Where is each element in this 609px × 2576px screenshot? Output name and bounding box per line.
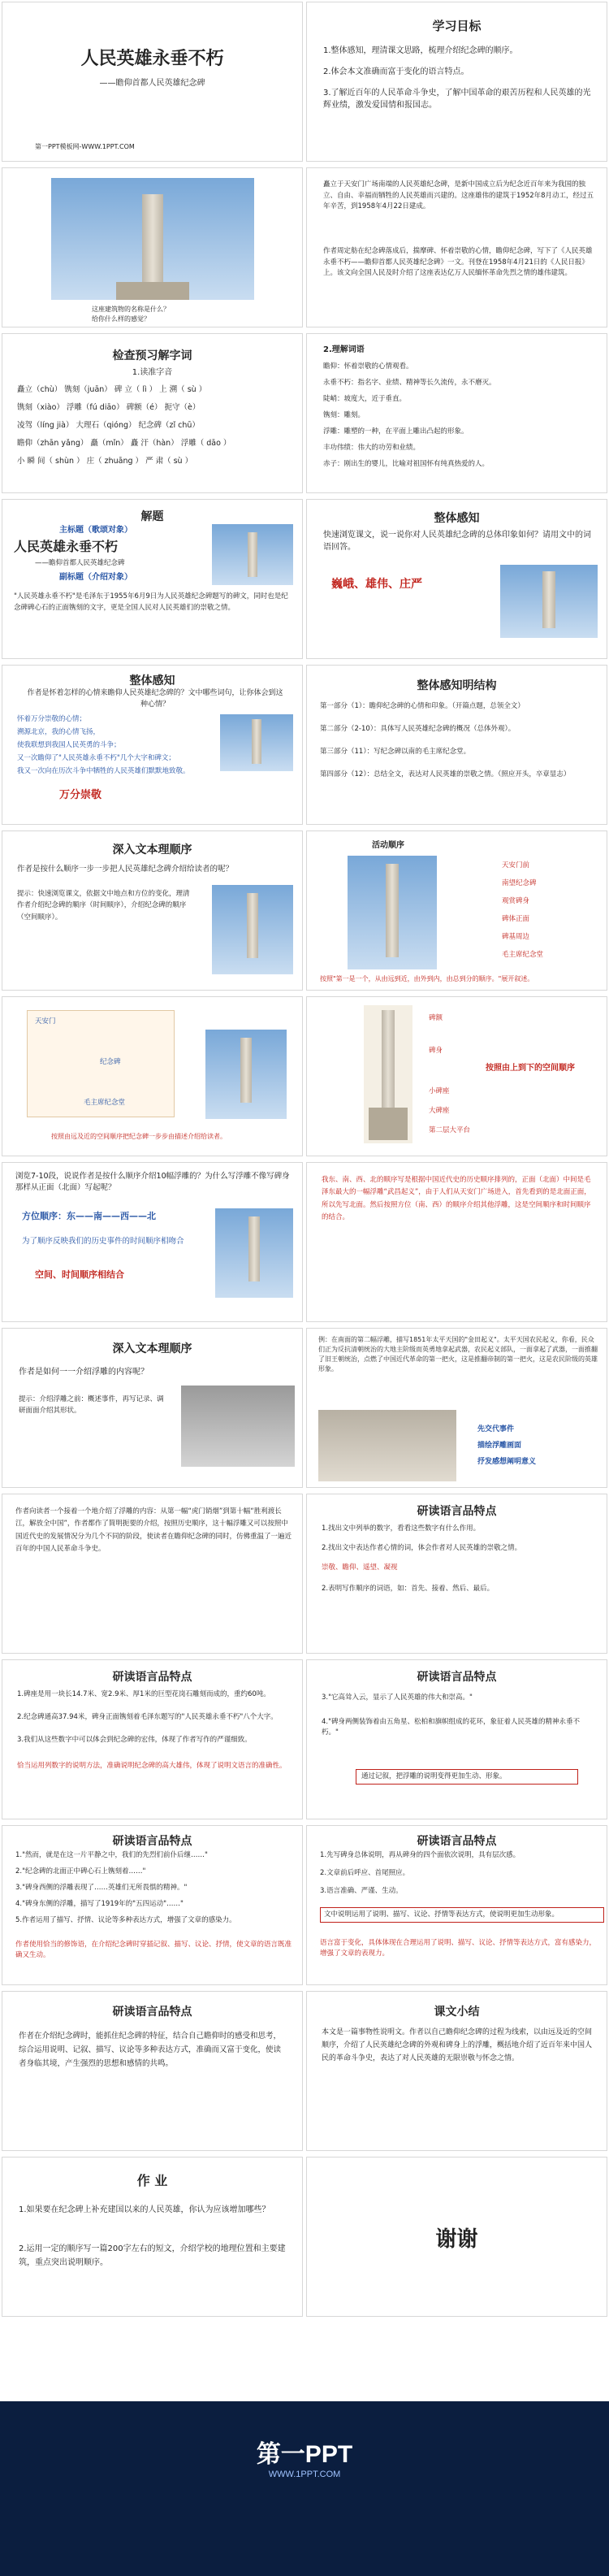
- slide-activity-order: [306, 830, 607, 991]
- activity-label: 活动顺序: [372, 841, 404, 850]
- monument-shape: [240, 1038, 252, 1103]
- goals-heading: 学习目标: [432, 19, 482, 33]
- goal-3: 3.了解近百年的人民革命斗争史，了解中国革命的艰苦历程和人民英雄的光辉业绩，激发爱国情和报国志。: [323, 89, 591, 110]
- language-2-line-3: 3.我们从这些数字中可以体会到纪念碑的宏伟，体现了作者写作的严谨细致。: [17, 1736, 252, 1744]
- overview-question: 快速浏览课文，说一说你对人民英雄纪念碑的总体印象如何？请用文中的词语回答。: [323, 531, 591, 552]
- relief-direction: 方位顺序：东——南——西——北: [22, 1211, 156, 1221]
- monument-diagram: [364, 1005, 412, 1143]
- language-1-intro: 1.找出文中列举的数字，看看这些数字有什么作用。: [322, 1524, 481, 1533]
- overview-answer: 巍峨、雄伟、庄严: [331, 578, 422, 591]
- relief-content-answer: 提示：介绍浮雕之前：概述事件，再写记录、调研面面介绍其形状。: [19, 1395, 164, 1416]
- language-5-answer: 语言富于变化，具体体现在合理运用了说明、描写、议论、抒情等表达方式，富有感染力，增强了文章的表现力。: [320, 1939, 597, 1958]
- relief-photo: [215, 1208, 293, 1298]
- monument-shape: [386, 864, 399, 957]
- pronunciation-line-2: 镌刻（xiào） 浮雕（fú diāo） 碑额（é） 扼守（è）: [17, 403, 201, 412]
- monument-shape: [382, 1010, 395, 1108]
- overview-2-question: 作者是怀着怎样的心情来瞻仰人民英雄纪念碑的？文中哪些词句，让你体会到这种心情？: [27, 689, 283, 709]
- activity-item-4: 碑体正面: [502, 915, 530, 923]
- language-4-line-2: 2."纪念碑的北面正中碑心石上镌刻着……": [15, 1867, 146, 1876]
- monument-shape: [248, 1216, 260, 1281]
- website-label: 第一PPT模板网-WWW.1PPT.COM: [35, 143, 135, 150]
- plan-item-3: 毛主席纪念堂: [84, 1099, 126, 1107]
- language-5-line-3: 3.语言准确、严谨、生动。: [320, 1887, 403, 1895]
- summary-heading: 课文小结: [434, 2006, 480, 2019]
- structure-line-3: 第三部分（11）：写纪念碑以南的毛主席纪念堂。: [320, 748, 471, 756]
- language-5-note: 文中说明运用了说明、描写、议论、抒情等表达方式，使说明更加生动形象。: [320, 1907, 604, 1923]
- vocabulary-line-3: 陡峭：坡度大，近于垂直。: [323, 395, 407, 403]
- slide-relief-summary: [2, 1494, 303, 1654]
- monument-shape: [142, 194, 163, 284]
- pronunciation-heading: 检查预习解字词: [112, 349, 192, 362]
- activity-item-5: 碑基周边: [502, 933, 530, 941]
- structure-line-2: 第二部分（2-10）：具体写人民英雄纪念碑的概况（总体外观）。: [320, 725, 516, 733]
- relief-link-3: 抒发感想阐明意义: [477, 1458, 537, 1466]
- slide-language-3: [306, 1659, 607, 1819]
- title-heading: 人民英雄永垂不朽: [80, 49, 224, 69]
- slide-title-analysis: [2, 499, 303, 659]
- plan-photo: [205, 1030, 287, 1119]
- overview-2-line-2: 溯源北京，我的心情飞扬，: [17, 728, 101, 736]
- slide-order-question: [2, 830, 303, 991]
- homework-item-1: 1.如果要在纪念碑上补充建国以来的人民英雄，你认为应该增加哪些？: [19, 2205, 270, 2214]
- slide-relief-content: [2, 1328, 303, 1488]
- goal-2: 2.体会本文准确而富于变化的语言特点。: [323, 67, 469, 76]
- relief-summary-text: 作者向读者一个接着一个地介绍了浮雕的内容：从第一幅“虎门销烟”到第十幅“胜利渡长江，解放全中国”，作者都作了简明扼要的介绍，按照历史顺序，这十幅浮雕又可以按照中国近代史的发展情况分为几个不同的阶段，使读者在瞻仰纪念碑的同时，仿佛重温了一遍近百年的中国人民革命斗争史。: [15, 1507, 292, 1553]
- background-para-2: 作者周定舫在纪念碑落成后，揣摩碑、怀着崇敬的心情，瞻仰纪念碑，写下了《人民英雄永垂不朽——瞻仰首都人民英雄纪念碑》一文。刊登在1958年4月21日的《人民日报》上。该文向全国人民及时介绍了这座表达亿万人民缅怀革命先烈之情的雄伟建筑。: [323, 247, 593, 278]
- vertical-label-1: 碑额: [429, 1014, 443, 1022]
- vocabulary-line-1: 瞻仰：怀着崇敬的心情观看。: [323, 362, 413, 371]
- pronunciation-line-4: 瞻仰（zhān yǎng） 矗（mǐn） 矗 汗（hàn） 浮雕（ dāo ）: [17, 439, 231, 448]
- activity-item-1: 天安门前: [502, 861, 530, 870]
- monument-shape: [247, 893, 258, 958]
- slide-homework: [2, 2157, 303, 2317]
- thanks-text: 谢谢: [435, 2227, 478, 2252]
- slide-overview-2: [2, 665, 303, 825]
- relief-example-text: 例：在南面的第二幅浮雕，描写1851年太平天国的"金田起义"。太平天国农民起义，你看，民众们正为反抗清朝统治的大地主阶级而英勇地拿起武器，农民起义部队，一面拿起了武器，一面推翻了旧王朝统治，点燃了中国近代革命的第一把火，这是推翻帝制的第一把火，这是农民阶级的英雄形象。: [318, 1336, 598, 1373]
- order-heading: 深入文本理顺序: [112, 843, 192, 856]
- slide-goals: [306, 2, 607, 162]
- goal-1: 1.整体感知，理清课文思路，梳理介绍纪念碑的顺序。: [323, 46, 518, 55]
- language-1-answer: 2.表明写作顺序的词语，如：首先、接着、然后、最后。: [322, 1585, 495, 1593]
- summary-text: 本文是一篇事物性说明文。作者以自己瞻仰纪念碑的过程为线索，以由远及近的空间顺序，介绍了人民英雄纪念碑的外观和碑身上的浮雕，概括地介绍了近百年来中国人民的革命斗争史，表达了对人民英雄的无限崇敬与怀念之情。: [322, 2028, 593, 2063]
- photo-caption-2: 给你什么样的感觉？: [92, 315, 150, 323]
- slide-overview-1: [306, 499, 607, 659]
- activity-footer: 按照"第一是一个，从由远到近，由外到内，由总到分的顺序。"展开叙述。: [320, 975, 534, 982]
- footer-logo: 第一PPT: [256, 2441, 353, 2468]
- pronunciation-line-5: 小 瞬 间（ shùn ） 庄（ zhuāng ） 严 肃（ sù ）: [17, 457, 193, 466]
- monument-base: [369, 1108, 408, 1140]
- analysis-heading: 解题: [140, 510, 164, 523]
- overview-2-line-3: 使我联想到我国人民英勇的斗争；: [17, 741, 121, 749]
- overview-2-photo: [220, 714, 293, 771]
- overview-photo: [500, 565, 598, 638]
- vertical-footer: 按照由上到下的空间顺序: [486, 1064, 575, 1073]
- photo-caption-1: 这座建筑物的名称是什么？: [92, 306, 170, 313]
- activity-photo: [348, 856, 437, 969]
- activity-item-2: 南望纪念碑: [502, 879, 537, 887]
- language-4-heading: 研读语言品特点: [112, 1835, 192, 1848]
- vocabulary-line-6: 丰功伟绩：伟大的功劳和业绩。: [323, 444, 421, 452]
- sub-title-label: 副标题（介绍对象）: [59, 573, 132, 582]
- slide-relief-explain: [306, 1162, 607, 1322]
- order-question: 作者是按什么顺序一步一步把人民英雄纪念碑介绍给读者的呢？: [17, 865, 234, 874]
- slide-language-6: [2, 1991, 303, 2151]
- monument-shape: [248, 532, 257, 577]
- relief-intro: 浏览7-10段，说说作者是按什么顺序介绍10幅浮雕的？为什么写浮雕不像写碑身那样从正面（北面）写起呢？: [15, 1172, 290, 1193]
- relief-content-photo: [181, 1386, 295, 1467]
- language-2-line-1: 1.碑座是用一块长14.7米、宽2.9米、厚1米的巨型花岗石雕刻而成的，重约60吨。: [17, 1690, 270, 1698]
- language-1-line-1: 2.找出文中表达作者心情的词，体会作者对人民英雄的崇敬之情。: [322, 1544, 522, 1552]
- plan-item-2: 纪念碑: [100, 1058, 121, 1066]
- slide-title: [2, 2, 303, 162]
- pronunciation-line-1: 矗立（chù） 镌刻（juān） 碑 立（ lì ） 上 溯（ sù ）: [17, 385, 207, 394]
- pronunciation-subheading: 1.读准字音: [132, 368, 173, 377]
- relief-stone-photo: [318, 1410, 456, 1481]
- language-2-line-2: 2.纪念碑通高37.94米，碑身正面镌刻着毛泽东题写的"人民英雄永垂不朽"八个大字。: [17, 1713, 278, 1721]
- structure-heading: 整体感知明结构: [417, 679, 497, 692]
- language-4-line-5: 5.作者运用了描写、抒情、议论等多种表达方式，增强了文章的感染力。: [15, 1916, 236, 1924]
- vocabulary-heading: 2.理解词语: [323, 345, 365, 354]
- slide-language-4: [2, 1825, 303, 1985]
- language-3-line-2: 4."碑身两侧装饰着由五角星、松柏和旗帜组成的花环，象征着人民英雄的精神永垂不朽。": [322, 1718, 581, 1737]
- overview-2-line-1: 怀着万分崇敬的心情；: [17, 715, 87, 723]
- structure-line-1: 第一部分（1）：瞻仰纪念碑的心情和印象。（开篇点题，总领全文）: [320, 702, 525, 710]
- slide-thanks: [306, 2157, 607, 2317]
- language-3-answer: 通过记叙，把浮雕的说明变得更加生动、形象。: [356, 1769, 578, 1785]
- relief-link-1: 先交代事件: [477, 1425, 515, 1433]
- vocabulary-line-7: 赤子：刚出生的婴儿，比喻对祖国怀有纯真热爱的人。: [323, 460, 490, 468]
- slide-vertical-order: [306, 996, 607, 1156]
- relief-reason: 为了顺序反映我们的历史事件的时间顺序相吻合: [22, 1237, 184, 1246]
- main-title-label: 主标题（歌颂对象）: [59, 526, 132, 535]
- slide-structure: [306, 665, 607, 825]
- language-1-line-2: 崇敬、瞻仰、遥望、凝视: [322, 1563, 398, 1572]
- slide-summary: [306, 1991, 607, 2151]
- language-5-line-1: 1.先写碑身总体说明，再从碑身的四个面依次说明，具有层次感。: [320, 1851, 520, 1859]
- relief-link-2: 描绘浮雕画面: [477, 1442, 522, 1450]
- slide-relief-order: [2, 1162, 303, 1322]
- homework-heading: 作 业: [136, 2173, 168, 2188]
- monument-shape: [252, 719, 261, 764]
- background-para-1: 矗立于天安门广场南端的人民英雄纪念碑，是新中国成立后为纪念近百年来为我国的独立、自由、幸福而牺牲的人民英雄而兴建的。这座雄伟的建筑于1952年8月动工，经过五年辛苦，到1958年4月22日建成。: [323, 180, 594, 211]
- language-3-line-1: 3."它高耸入云，显示了人民英雄的伟大和崇高。": [322, 1693, 473, 1702]
- slide-pronunciation: [2, 333, 303, 493]
- slide-language-5: [306, 1825, 607, 1985]
- overview-2-answer: 万分崇敬: [59, 789, 102, 801]
- relief-conclusion: 空间、时间顺序相结合: [35, 1269, 124, 1280]
- relief-content-question: 作者是如何一一介绍浮雕的内容呢？: [19, 1368, 149, 1377]
- overview-2-line-4: 又一次瞻仰了"人民英雄永垂不朽"几个大字和碑文；: [17, 754, 175, 762]
- title-analysis-body: "人民英雄永垂不朽"是毛泽东于1955年6月9日为人民英雄纪念碑题写的碑文，同时也是纪念碑碑心石的正面镌刻的文字，更是全国人民对人民英雄们的崇敬之情。: [14, 592, 288, 613]
- activity-item-3: 观赏碑身: [502, 897, 530, 905]
- language-2-conclusion: 恰当运用列数字的说明方法，准确说明纪念碑的高大雄伟，体现了说明文语言的准确性。: [17, 1762, 287, 1770]
- language-4-line-1: 1."然而，就是在这一片平静之中，我们的先烈们前仆后继……": [15, 1851, 208, 1859]
- slide-background: [306, 167, 607, 327]
- slide-plan-diagram: [2, 996, 303, 1156]
- overview-2-heading: 整体感知: [129, 674, 175, 687]
- title-subtitle: ——瞻仰首都人民英雄纪念碑: [99, 79, 205, 88]
- plan-item-1: 天安门: [35, 1017, 56, 1026]
- overview-heading: 整体感知: [434, 512, 480, 525]
- language-4-line-3: 3."碑身西侧的浮雕表现了……英雄们无所畏惧的精神。": [15, 1884, 188, 1892]
- pronunciation-line-3: 凌驾（líng jià） 大理石（qióng） 纪念碑（zǐ chū）: [17, 421, 200, 430]
- language-6-text: 作者在介绍纪念碑时，能抓住纪念碑的特征，结合自己瞻仰时的感受和思考，综合运用说明、记叙、描写、议论等多种表达方式，准确而又富于变化，使读者身临其境，产生强烈的思想和感情的共鸣。: [19, 2032, 282, 2069]
- vertical-label-3: 小碑座: [429, 1087, 450, 1095]
- overview-2-line-5: 我又一次向在历次斗争中牺牲的人民英雄们默默地致敬。: [17, 767, 190, 775]
- sub-title-text: ——瞻仰首都人民英雄纪念碑: [35, 559, 125, 567]
- language-5-heading: 研读语言品特点: [417, 1835, 497, 1848]
- slide-language-1: [306, 1494, 607, 1654]
- order-photo: [212, 885, 293, 974]
- activity-item-6: 毛主席纪念堂: [502, 951, 544, 959]
- monument-shape: [542, 571, 555, 628]
- monument-base: [116, 282, 189, 300]
- order-answer: 提示：快速浏览课文，依据文中地点和方位的变化，理清作者介绍纪念碑的顺序（时间顺序），介绍纪念碑的顺序（空间顺序）。: [17, 890, 190, 922]
- language-2-heading: 研读语言品特点: [112, 1671, 192, 1684]
- analysis-photo: [212, 524, 293, 585]
- vocabulary-line-4: 镌刻：雕刻。: [323, 411, 365, 419]
- footer-url: WWW.1PPT.COM: [268, 2470, 341, 2479]
- language-5-line-2: 2.文章前后呼应、首尾照应。: [320, 1869, 410, 1877]
- main-title-text: 人民英雄永垂不朽: [14, 539, 119, 554]
- plan-footer: 按照由远及近的空间顺序把纪念碑一步步由描述介绍给读者。: [51, 1133, 227, 1140]
- vertical-label-2: 碑身: [429, 1047, 443, 1055]
- footer-banner: [0, 2401, 609, 2576]
- structure-line-4: 第四部分（12）：总结全文，表达对人民英雄的崇敬之情。（照应开头，卒章显志）: [320, 770, 571, 778]
- relief-explain-text: 我东、南、西、北的顺序写是根据中国近代史的历史顺序排列的，正面（北面）中间是毛泽东最大的一幅浮雕“武昌起义”，由于人们从天安门广场进入，首先看到的是北面正面，所以先写北面。然后按照方位（南、西）的顺序介绍其他浮雕，这是空间顺序和时间顺序的结合。: [322, 1176, 591, 1221]
- homework-item-2: 2.运用一定的顺序写一篇200字左右的短文，介绍学校的地理位置和主要建筑，重点突出说明顺序。: [19, 2244, 286, 2267]
- slide-photo-question: [2, 167, 303, 327]
- vocabulary-line-2: 永垂不朽：指名字、业绩、精神等长久流传，永不磨灭。: [323, 379, 496, 387]
- language-4-conclusion: 作者使用恰当的修饰语，在介绍纪念碑时穿插记叙、描写、议论、抒情，使文章的语言既准确又生动。: [15, 1941, 292, 1959]
- slide-relief-example: [306, 1328, 607, 1488]
- slide-vocabulary: [306, 333, 607, 493]
- slide-language-2: [2, 1659, 303, 1819]
- language-1-heading: 研读语言品特点: [417, 1505, 497, 1518]
- vocabulary-line-5: 浮雕：雕塑的一种，在平面上雕出凸起的形象。: [323, 427, 469, 436]
- language-3-heading: 研读语言品特点: [417, 1671, 497, 1684]
- language-6-heading: 研读语言品特点: [112, 2006, 192, 2019]
- vertical-label-4: 大碑座: [429, 1107, 450, 1115]
- vertical-label-5: 第二层大平台: [429, 1126, 471, 1134]
- monument-photo: [51, 178, 254, 300]
- relief-content-heading: 深入文本理顺序: [112, 1342, 192, 1355]
- language-4-line-4: 4."碑身东侧的浮雕，描写了1919年的"五四运动"……": [15, 1900, 184, 1908]
